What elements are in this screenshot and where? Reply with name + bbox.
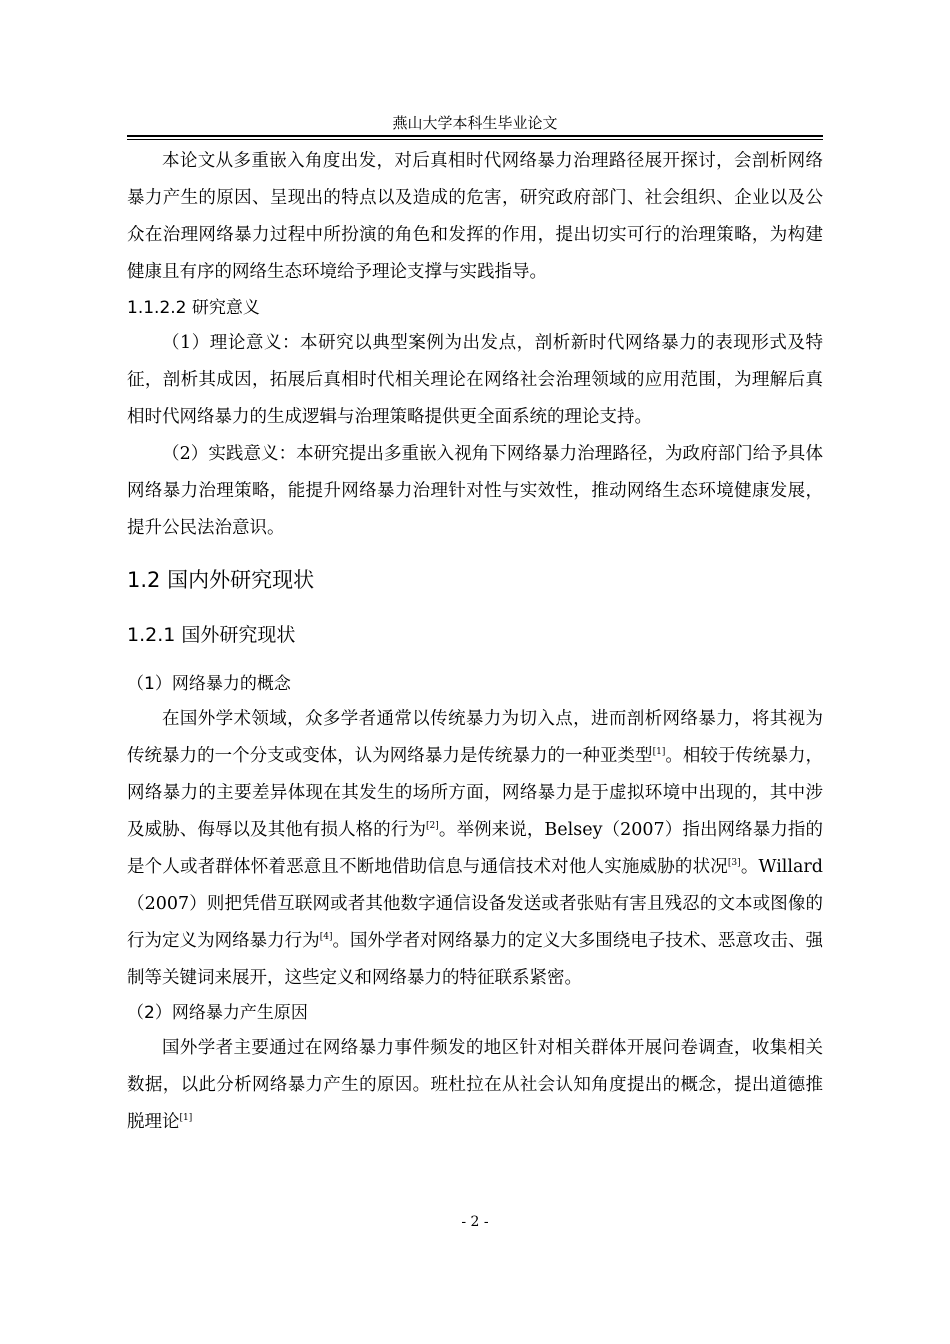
citation-1: [1] bbox=[652, 747, 666, 757]
concept-text-2: 。相较于传统暴力，网络暴力的主要差异体现在其发生的场所方面，网络暴力是于虚拟环境中出现的，其中涉及威胁、侮辱以及其他有损人格的行为 bbox=[127, 746, 824, 840]
header-rule-thin bbox=[127, 139, 823, 140]
practice-significance-paragraph: （2）实践意义：本研究提出多重嵌入视角下网络暴力治理路径，为政府部门给予具体网络暴力治理策略，能提升网络暴力治理针对性与实效性，推动网络生态环境健康发展，提升公民法治意识。 bbox=[127, 444, 823, 538]
subheading-concept: （1）网络暴力的概念 bbox=[127, 674, 291, 694]
theory-significance-paragraph: （1）理论意义：本研究以典型案例为出发点，剖析新时代网络暴力的表现形式及特征，剖析其成因，拓展后真相时代相关理论在网络社会治理领域的应用范围，为理解后真相时代网络暴力的生成逻辑与治理策略提供更全面系统的理论支持。 bbox=[127, 333, 823, 427]
heading-1-1-2-2: 1.1.2.2 研究意义 bbox=[127, 298, 260, 318]
concept-text-3: 。举例来说，Belsey（2007）指出网络暴力指的是个人或者群体怀着恶意且不断地借助信息与通信技术对他人实施威胁的状况 bbox=[127, 820, 824, 877]
citation-4: [4] bbox=[319, 932, 333, 942]
causes-text-1: 国外学者主要通过在网络暴力事件频发的地区针对相关群体开展问卷调查，收集相关数据，以此分析网络暴力产生的原因。班杜拉在从社会认知角度提出的概念，提出道德推脱理论 bbox=[127, 1038, 823, 1132]
citation-causes-1: [1] bbox=[179, 1113, 193, 1123]
body-content bbox=[127, 143, 823, 1141]
concept-text-1: 在国外学术领域，众多学者通常以传统暴力为切入点，进而剖析网络暴力，将其视为传统暴力的一个分支或变体，认为网络暴力是传统暴力的一种亚类型 bbox=[127, 709, 823, 766]
causes-paragraph bbox=[127, 1030, 823, 1141]
page-number: - 2 - bbox=[461, 1214, 489, 1230]
concept-text-4: 。Willard（2007）则把凭借互联网或者其他数字通信设备发送或者张贴有害且残忍的文本或图像的行为定义为网络暴力行为 bbox=[127, 857, 823, 951]
citation-2: [2] bbox=[426, 821, 439, 831]
concept-text-5: 。国外学者对网络暴力的定义大多围绕电子技术、恶意攻击、强制等关键词来展开，这些定义和网络暴力的特征联系紧密。 bbox=[127, 931, 824, 988]
intro-paragraph: 本论文从多重嵌入角度出发，对后真相时代网络暴力治理路径展开探讨，会剖析网络暴力产生的原因、呈现出的特点以及造成的危害，研究政府部门、社会组织、企业以及公众在治理网络暴力过程中所扮演的角色和发挥的作用，提出切实可行的治理策略，为构建健康且有序的网络生态环境给予理论支撑与实践指导。 bbox=[127, 151, 823, 282]
citation-3: [3] bbox=[727, 858, 741, 868]
heading-1-2-1: 1.2.1 国外研究现状 bbox=[127, 624, 296, 646]
subheading-causes: （2）网络暴力产生原因 bbox=[127, 1003, 308, 1023]
heading-1-2: 1.2 国内外研究现状 bbox=[127, 568, 315, 592]
running-header: 燕山大学本科生毕业论文 bbox=[392, 114, 558, 132]
concept-paragraph bbox=[127, 701, 823, 997]
header-rule-thick bbox=[127, 135, 823, 137]
